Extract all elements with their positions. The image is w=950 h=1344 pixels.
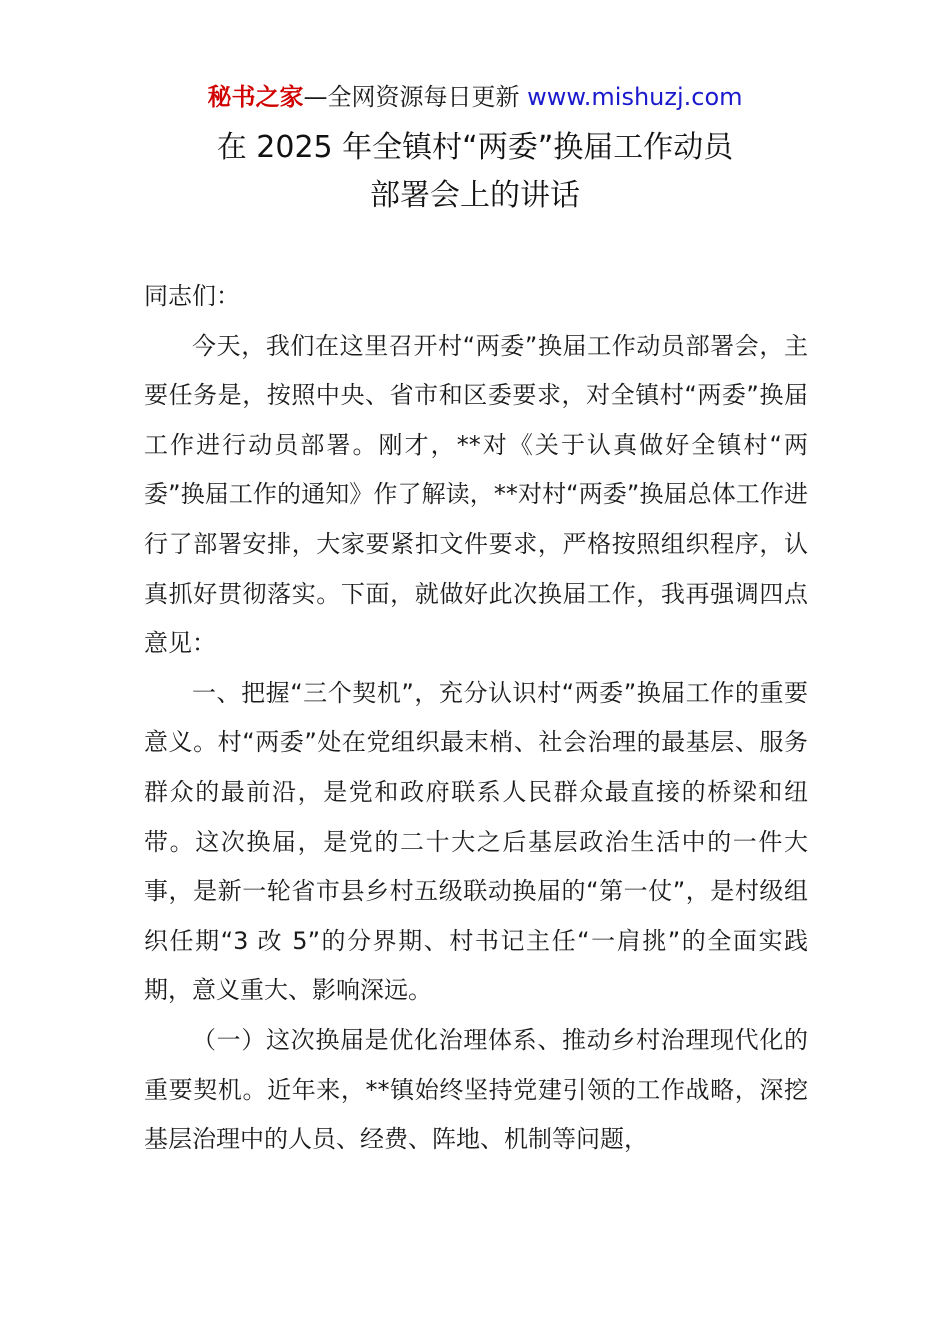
document-title	[0, 124, 950, 220]
header-tagline: —全网资源每日更新	[303, 83, 528, 111]
salutation: 同志们：	[144, 282, 240, 310]
title-line-2: 部署会上的讲话	[370, 178, 580, 213]
site-header	[0, 80, 950, 114]
brand-name: 秘书之家	[207, 83, 304, 111]
paragraph-subsection-1: （一）这次换届是优化治理体系、推动乡村治理现代化的重要契机。近年来，**镇始终坚持党建引领的工作战略，深挖基层治理中的人员、经费、阵地、机制等问题，	[144, 1025, 808, 1154]
site-url[interactable]: www.mishuzj.com	[527, 83, 743, 111]
paragraph-section-1: 一、把握“三个契机”，充分认识村“两委”换届工作的重要意义。村“两委”处在党组织最末梢、社会治理的最基层、服务群众的最前沿，是党和政府联系人民群众最直接的桥梁和纽带。这次换届，是党的二十大之后基层政治生活中的一件大事，是新一轮省市县乡村五级联动换届的“第一仗”，是村级组织任期“3 改 5”的分界期、村书记主任“一肩挑”的全面实践期，意义重大、影响深远。	[144, 678, 808, 1005]
paragraph-intro: 今天，我们在这里召开村“两委”换届工作动员部署会，主要任务是，按照中央、省市和区委要求，对全镇村“两委”换届工作进行动员部署。刚才，**对《关于认真做好全镇村“两委”换届工作的通知》作了解读，**对村“两委”换届总体工作进行了部署安排，大家要紧扣文件要求，严格按照组织程序，认真抓好贯彻落实。下面，就做好此次换届工作，我再强调四点意见：	[144, 331, 808, 658]
title-line-1: 在 2025 年全镇村“两委”换届工作动员	[216, 130, 734, 165]
document-body	[144, 272, 808, 1165]
